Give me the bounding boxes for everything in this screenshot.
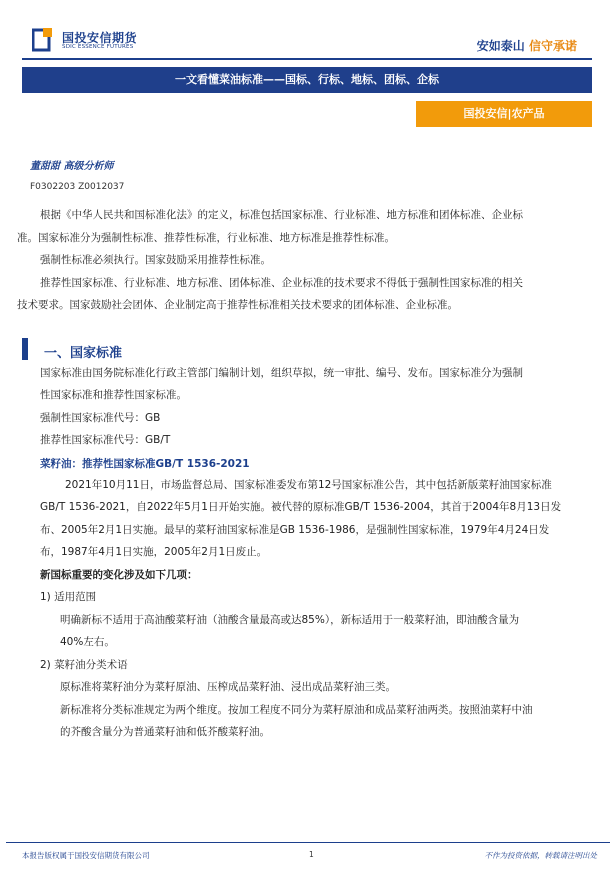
slogan-part-a: 安如泰山: [476, 39, 525, 53]
item-2-text: 的芥酸含量分为普通菜籽油和低芥酸菜籽油。: [60, 726, 270, 738]
item-2-text: 原标准将菜籽油分为菜籽原油、压榨成品菜籽油、浸出成品菜籽油三类。: [60, 681, 396, 693]
item-1-text: 40%左右。: [60, 636, 115, 648]
report-title: 一文看懂菜油标准——国标、行标、地标、团标、企标: [22, 67, 592, 93]
logo-text-cn: 国投安信期货: [62, 31, 138, 45]
section-para-line: 国家标准由国务院标准化行政主管部门编制计划，组织草拟，统一审批、编号、发布。国家标准分为强制: [40, 367, 523, 379]
slogan-part-b: 信守承诺: [528, 39, 577, 53]
item-1-label: 1) 适用范围: [40, 591, 97, 603]
category-tag: 国投安信|农产品: [416, 101, 592, 127]
intro-line: 技术要求。国家鼓励社会团体、企业制定高于推荐性标准相关技术要求的团体标准、企业标准。: [17, 299, 458, 311]
history-line: 布、2005年2月1日实施。最早的菜籽油国家标准是GB 1536-1986，是强制性国家标准，1979年4月24日发: [40, 524, 550, 536]
footer-copyright: 本报告版权属于国投安信期货有限公司: [22, 851, 150, 860]
footer-divider: [6, 842, 610, 843]
page-number: 1: [309, 850, 314, 859]
history-line: 布，1987年4月1日实施，2005年2月1日废止。: [40, 546, 268, 558]
history-line: 2021年10月11日，市场监督总局、国家标准委发布第12号国家标准公告，其中包括新版菜籽油国家标准: [65, 479, 552, 491]
history-line: GB/T 1536-2021，自2022年5月1日开始实施。被代替的原标准GB/T 1536-2004，其首于2004年8月13日发: [40, 501, 562, 513]
footer-disclaimer: 不作为投资依据，转载请注明出处: [484, 851, 597, 860]
item-1-text: 明确新标不适用于高油酸菜籽油（油酸含量最高或达85%），新标适用于一般菜籽油，即油酸含量为: [60, 614, 520, 626]
code-mandatory: 强制性国家标准代号：GB: [40, 412, 161, 424]
section-para-line: 性国家标准和推荐性国家标准。: [40, 389, 187, 401]
certificate-numbers: F0302203 Z0012037: [30, 182, 125, 192]
header-divider: [22, 58, 592, 60]
page-header: [0, 0, 615, 60]
section-marker: [22, 338, 28, 360]
intro-line: 根据《中华人民共和国标准化法》的定义，标准包括国家标准、行业标准、地方标准和团体标准、企业标: [40, 209, 523, 221]
intro-line: 强制性标准必须执行。国家鼓励采用推荐性标准。: [40, 254, 271, 266]
item-2-text: 新标准将分类标准规定为两个维度。按加工程度不同分为菜籽原油和成品菜籽油两类。按照油菜籽中油: [60, 704, 533, 716]
section-title: 一、国家标准: [44, 346, 123, 361]
changes-heading: 新国标重要的变化涉及如下几项：: [40, 569, 198, 581]
item-2-label: 2) 菜籽油分类术语: [40, 659, 128, 671]
code-recommended: 推荐性国家标准代号：GB/T: [40, 434, 171, 446]
slogan: [477, 37, 577, 54]
standard-subheading: 菜籽油：推荐性国家标准GB/T 1536-2021: [40, 458, 250, 470]
sdic-logo-icon: [32, 27, 58, 53]
intro-line: 准。国家标准分为强制性标准、推荐性标准，行业标准、地方标准是推荐性标准。: [17, 232, 395, 244]
intro-line: 推荐性国家标准、行业标准、地方标准、团体标准、企业标准的技术要求不得低于强制性国家标准的相关: [40, 277, 523, 289]
author: 董甜甜 高级分析师: [30, 161, 114, 172]
logo-text-en: SDIC ESSENCE FUTURES: [62, 44, 134, 50]
